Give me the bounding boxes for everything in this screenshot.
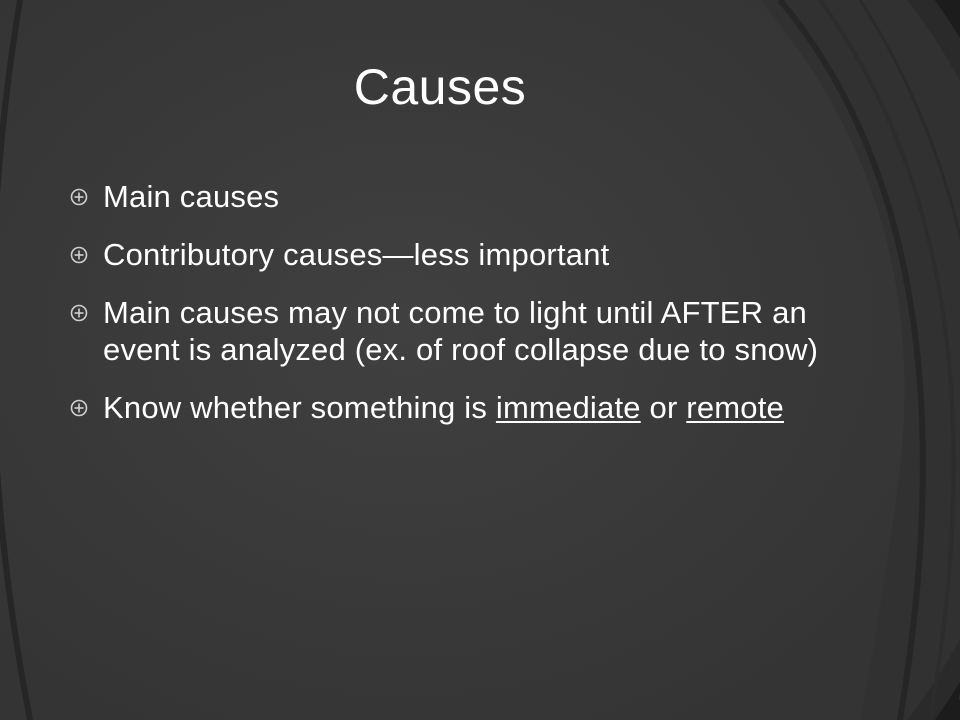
- bullet-item: [70, 178, 830, 215]
- circled-plus-icon: [70, 304, 88, 322]
- bullet-list: [70, 178, 830, 447]
- underlined-term-remote: remote: [686, 390, 784, 425]
- bullet-text-prefix: Know whether something is: [103, 390, 496, 425]
- bullet-text: Main causes may not come to light until AFTER an event is analyzed (ex. of roof collapse due to snow): [103, 295, 819, 367]
- bullet-item: [70, 389, 830, 426]
- circled-plus-icon: [70, 188, 88, 206]
- bullet-item: [70, 294, 830, 368]
- bullet-item: [70, 236, 830, 273]
- circled-plus-icon: [70, 399, 88, 417]
- circled-plus-icon: [70, 246, 88, 264]
- bullet-text: Contributory causes—less important: [103, 237, 610, 272]
- underlined-term-immediate: immediate: [495, 390, 641, 425]
- bullet-text: Main causes: [103, 179, 280, 214]
- slide-title: Causes: [353, 59, 527, 115]
- bullet-text-middle: or: [640, 390, 687, 425]
